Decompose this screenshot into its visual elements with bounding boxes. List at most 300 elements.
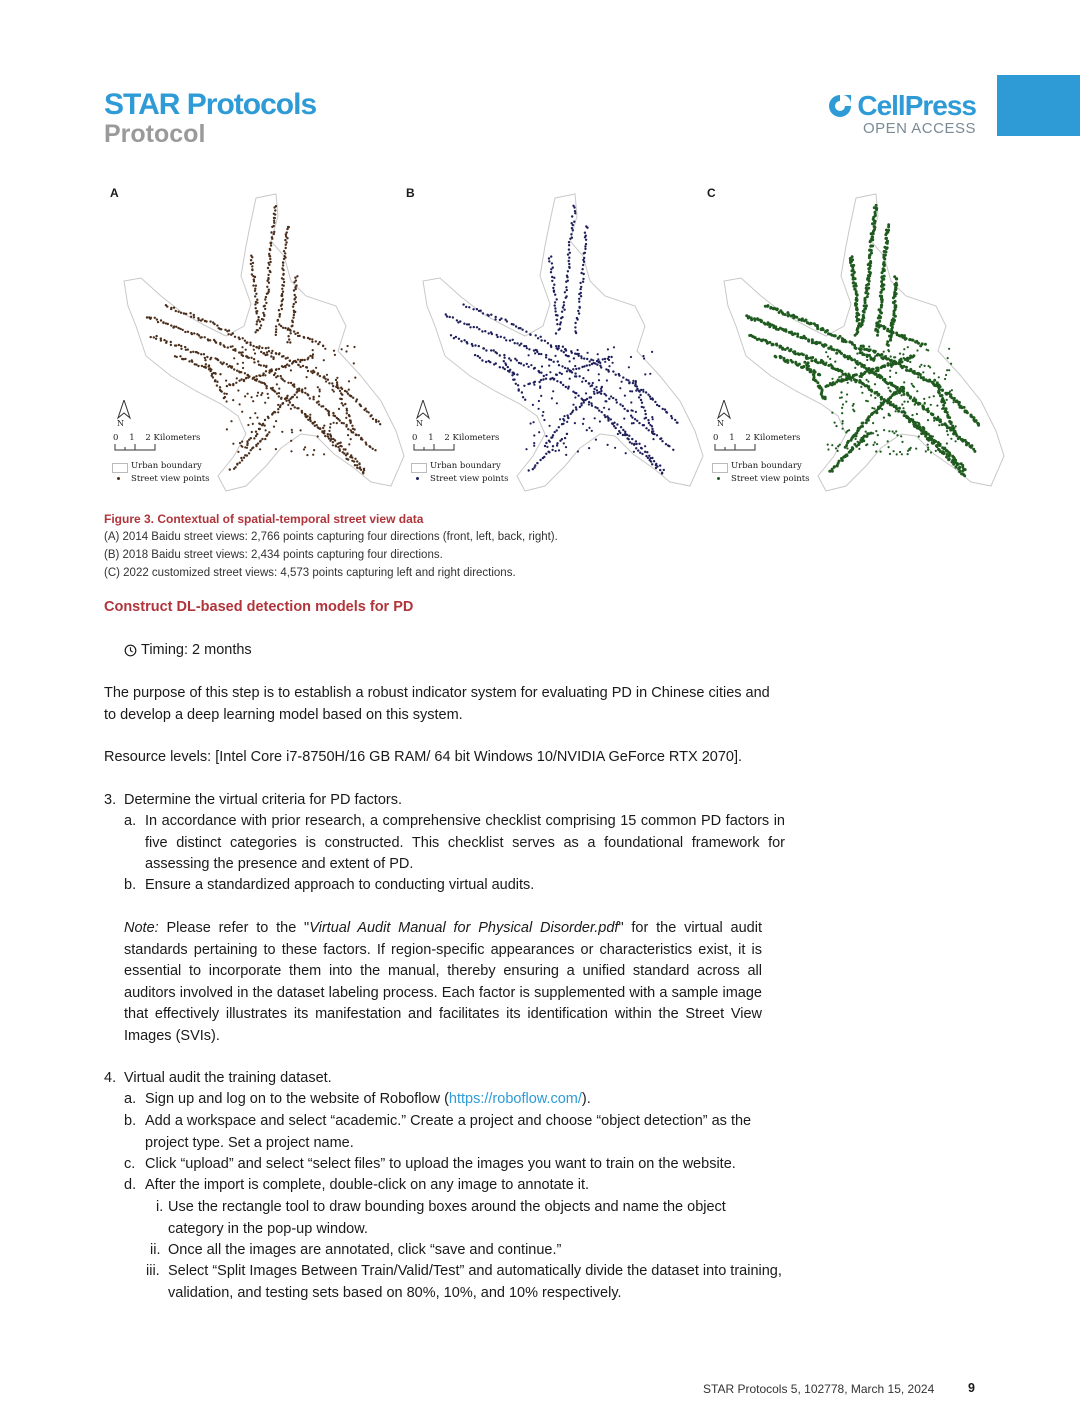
street-view-point: [881, 271, 884, 274]
street-view-point: [280, 375, 282, 377]
street-view-point: [890, 362, 892, 364]
street-view-point: [847, 382, 849, 384]
street-view-point: [323, 425, 325, 427]
street-view-point: [887, 344, 890, 347]
street-view-point: [198, 334, 200, 336]
street-view-point: [165, 340, 167, 342]
street-view-point: [870, 358, 873, 361]
street-view-point: [490, 314, 492, 316]
street-view-point: [267, 274, 269, 276]
street-view-point: [645, 391, 647, 393]
street-view-point: [348, 443, 350, 445]
street-view-point: [548, 257, 550, 259]
street-view-point: [216, 324, 218, 326]
street-view-point: [631, 390, 633, 392]
legend-points-label: Street view points: [430, 474, 509, 484]
street-view-point: [275, 448, 277, 450]
street-view-point: [274, 213, 276, 215]
street-view-point: [889, 453, 891, 455]
street-view-point: [893, 432, 895, 434]
street-view-point: [556, 323, 558, 325]
street-view-point: [311, 341, 313, 343]
street-view-point: [273, 231, 275, 233]
street-view-point: [827, 384, 830, 387]
street-view-point: [565, 454, 567, 456]
street-view-point: [238, 338, 240, 340]
street-view-point: [863, 353, 866, 356]
street-view-point: [622, 376, 624, 378]
street-view-point: [344, 403, 346, 405]
street-view-point: [193, 316, 195, 318]
street-view-point: [665, 443, 667, 445]
street-view-point: [317, 386, 319, 388]
street-view-point: [317, 435, 319, 437]
street-view-point: [545, 378, 547, 380]
street-view-point: [589, 360, 591, 362]
street-view-point: [331, 389, 333, 391]
street-view-point: [268, 372, 270, 374]
street-view-point: [892, 331, 895, 334]
street-view-point: [596, 407, 598, 409]
street-view-point: [263, 305, 265, 307]
street-view-point: [601, 386, 603, 388]
roboflow-link[interactable]: https://roboflow.com/: [448, 1091, 582, 1107]
street-view-point: [322, 345, 324, 347]
street-view-point: [885, 355, 887, 357]
street-view-point: [293, 311, 295, 313]
street-view-point: [516, 342, 518, 344]
street-view-point: [892, 430, 894, 432]
street-view-point: [898, 361, 901, 364]
street-view-point: [580, 272, 582, 274]
step-4b-text: Add a workspace and select “academic.” Create a project and choose “object detection” as the project type. Set a project name.: [145, 1113, 752, 1151]
scale-label: 0 1 2 Kilometers: [113, 433, 201, 443]
street-view-point: [336, 422, 338, 424]
street-view-point: [827, 356, 829, 358]
street-view-point: [522, 396, 524, 398]
street-view-point: [870, 394, 872, 396]
street-view-point: [534, 352, 536, 354]
street-view-point: [538, 353, 540, 355]
street-view-point: [879, 316, 882, 319]
street-view-point: [874, 211, 877, 214]
street-view-point: [247, 393, 249, 395]
street-view-point: [593, 388, 595, 390]
street-view-point: [452, 316, 454, 318]
street-view-point: [345, 417, 347, 419]
scale-label: 0 1 2 Kilometers: [412, 433, 500, 443]
street-view-point: [555, 332, 557, 334]
street-view-point: [278, 392, 280, 394]
step-3b-label: b.: [124, 877, 137, 893]
street-view-point: [563, 309, 565, 311]
street-view-point: [877, 393, 880, 396]
panel-letter-a: A: [110, 186, 119, 200]
street-view-point: [587, 352, 589, 354]
street-view-point: [653, 460, 655, 462]
street-view-point: [633, 451, 635, 453]
street-view-point: [336, 377, 338, 379]
street-view-point: [184, 346, 186, 348]
street-view-point: [302, 365, 304, 367]
street-view-point: [767, 304, 770, 307]
street-view-point: [875, 204, 878, 207]
street-view-point: [807, 340, 810, 343]
street-view-point: [304, 446, 306, 448]
street-view-point: [860, 372, 863, 375]
street-view-point: [352, 397, 354, 399]
street-view-point: [219, 386, 221, 388]
street-view-point: [907, 453, 909, 455]
street-view-point: [190, 316, 192, 318]
street-view-point: [564, 291, 566, 293]
street-view-point: [193, 314, 195, 316]
street-view-point: [639, 394, 641, 396]
street-view-point: [651, 428, 653, 430]
street-view-point: [883, 429, 885, 431]
street-view-point: [547, 342, 549, 344]
street-view-point: [608, 365, 610, 367]
street-view-point: [277, 411, 279, 413]
street-view-point: [288, 338, 290, 340]
street-view-point: [335, 379, 337, 381]
street-view-point: [639, 452, 641, 454]
street-view-point: [813, 371, 816, 374]
street-view-point: [235, 382, 237, 384]
street-view-point: [254, 295, 256, 297]
street-view-point: [977, 424, 980, 427]
street-view-point: [911, 383, 913, 385]
street-view-point: [916, 421, 918, 423]
street-view-point: [572, 404, 574, 406]
street-view-point: [534, 367, 536, 369]
street-view-point: [526, 363, 528, 365]
street-view-point: [289, 341, 291, 343]
street-view-point: [895, 278, 898, 281]
street-view-point: [841, 373, 844, 376]
street-view-point: [938, 424, 940, 426]
street-view-point: [528, 348, 530, 350]
street-view-point: [838, 376, 840, 378]
street-view-point: [286, 395, 288, 397]
street-view-point: [933, 420, 935, 422]
street-view-point: [619, 403, 621, 405]
street-view-point: [315, 340, 317, 342]
street-view-point: [883, 417, 885, 419]
street-view-point: [313, 449, 315, 451]
street-view-point: [223, 362, 225, 364]
street-view-point: [970, 446, 973, 449]
street-view-point: [608, 356, 610, 358]
street-view-point: [351, 456, 353, 458]
step-3b-text: Ensure a standardized approach to conducting virtual audits.: [145, 877, 535, 893]
street-view-point: [341, 388, 343, 390]
street-view-point: [627, 379, 629, 381]
street-view-point: [630, 409, 632, 411]
street-view-point: [602, 358, 604, 360]
street-view-point: [227, 346, 229, 348]
street-view-point: [245, 349, 247, 351]
street-view-point: [868, 274, 871, 277]
street-view-point: [184, 331, 186, 333]
street-view-point: [337, 446, 339, 448]
street-view-point: [226, 385, 228, 387]
street-view-point: [268, 282, 270, 284]
street-view-point: [270, 231, 272, 233]
street-view-point: [866, 432, 869, 435]
street-view-point: [272, 387, 274, 389]
street-view-point: [269, 255, 271, 257]
street-view-point: [282, 261, 284, 263]
street-view-point: [540, 336, 542, 338]
street-view-point: [247, 376, 249, 378]
street-view-point: [261, 392, 263, 394]
street-view-point: [293, 383, 295, 385]
street-view-point: [853, 288, 856, 291]
street-view-point: [905, 366, 908, 369]
street-view-point: [845, 340, 848, 343]
street-view-point: [173, 307, 175, 309]
street-view-point: [273, 222, 275, 224]
street-view-point: [890, 335, 893, 338]
street-view-point: [362, 472, 364, 474]
street-view-point: [267, 433, 269, 435]
street-view-point: [484, 330, 486, 332]
street-view-point: [293, 303, 295, 305]
street-view-point: [651, 463, 653, 465]
street-view-point: [330, 423, 332, 425]
street-view-point: [591, 363, 593, 365]
street-view-point: [585, 239, 587, 241]
street-view-point: [225, 380, 227, 382]
street-view-point: [282, 274, 284, 276]
street-view-point: [873, 225, 876, 228]
street-view-point: [294, 294, 296, 296]
street-view-point: [274, 209, 276, 211]
street-view-point: [206, 356, 208, 358]
street-view-point: [244, 372, 246, 374]
street-view-point: [905, 369, 908, 372]
street-view-point: [887, 440, 889, 442]
street-view-point: [298, 364, 300, 366]
street-view-point: [312, 372, 314, 374]
street-view-point: [282, 264, 284, 266]
street-view-point: [268, 431, 270, 433]
street-view-point: [528, 354, 530, 356]
street-view-point: [476, 326, 478, 328]
street-view-point: [880, 399, 882, 401]
street-view-point: [198, 319, 200, 321]
street-view-point: [275, 334, 277, 336]
street-view-point: [289, 329, 291, 331]
street-view-point: [916, 349, 918, 351]
street-view-point: [275, 376, 277, 378]
street-view-point: [293, 289, 295, 291]
street-view-point: [961, 439, 964, 442]
street-view-point: [632, 380, 634, 382]
street-view-point: [538, 371, 540, 373]
street-view-point: [604, 358, 606, 360]
street-view-point: [504, 368, 506, 370]
street-view-point: [266, 293, 268, 295]
street-view-point: [949, 393, 952, 396]
street-view-point: [227, 366, 229, 368]
street-view-point: [600, 366, 602, 368]
street-view-point: [270, 355, 272, 357]
street-view-point: [856, 293, 859, 296]
street-view-point: [883, 365, 886, 368]
street-view-point: [336, 383, 338, 385]
street-view-point: [212, 376, 214, 378]
street-view-point: [304, 359, 306, 361]
street-view-point: [369, 446, 371, 448]
street-view-point: [920, 364, 922, 366]
street-view-point: [478, 328, 480, 330]
street-view-point: [605, 394, 607, 396]
street-view-point: [635, 447, 637, 449]
street-view-point: [930, 404, 932, 406]
street-view-point: [312, 349, 314, 351]
street-view-point: [631, 416, 633, 418]
street-view-point: [640, 399, 642, 401]
street-view-point: [280, 305, 282, 307]
street-view-point: [554, 304, 556, 306]
street-view-point: [870, 232, 873, 235]
street-view-point: [651, 416, 653, 418]
street-view-point: [872, 444, 874, 446]
street-view-point: [513, 373, 515, 375]
street-view-point: [888, 446, 890, 448]
street-view-point: [803, 361, 806, 364]
street-view-point: [301, 359, 303, 361]
street-view-point: [449, 316, 451, 318]
street-view-point: [940, 421, 942, 423]
street-view-point: [208, 364, 210, 366]
street-view-point: [880, 280, 883, 283]
street-view-point: [916, 425, 918, 427]
street-view-point: [297, 407, 299, 409]
scale-bar: [413, 444, 463, 452]
street-view-point: [889, 390, 891, 392]
street-view-point: [332, 441, 334, 443]
street-view-point: [918, 402, 921, 405]
urban-boundary-swatch: [411, 463, 427, 473]
street-view-point: [291, 431, 293, 433]
street-view-point: [582, 377, 584, 379]
street-view-point: [237, 363, 239, 365]
street-view-point: [873, 351, 876, 354]
street-view-point: [353, 428, 355, 430]
street-view-point: [342, 404, 344, 406]
street-view-point: [345, 454, 347, 456]
street-view-point: [240, 378, 242, 380]
street-view-point: [610, 418, 612, 420]
street-view-point: [850, 358, 853, 361]
street-view-point: [280, 325, 282, 327]
street-view-point: [482, 312, 484, 314]
street-view-point: [861, 319, 864, 322]
street-view-point: [634, 383, 636, 385]
street-view-point: [256, 299, 258, 301]
street-view-point: [582, 423, 584, 425]
street-view-point: [331, 382, 333, 384]
street-view-point: [578, 375, 580, 377]
step-4a-text: [145, 1089, 785, 1111]
street-view-point: [887, 387, 889, 389]
note-label: Note:: [124, 920, 159, 936]
street-view-point: [568, 263, 570, 265]
street-view-point: [293, 386, 295, 388]
street-view-point: [849, 261, 852, 264]
street-view-point: [966, 411, 969, 414]
street-view-point: [578, 355, 580, 357]
street-view-point: [299, 366, 301, 368]
street-view-point: [890, 401, 892, 403]
street-view-point: [568, 241, 570, 243]
street-view-point: [604, 400, 606, 402]
street-view-point: [860, 348, 863, 351]
street-view-point: [902, 390, 905, 393]
street-view-point: [652, 433, 654, 435]
street-view-point: [260, 351, 262, 353]
street-view-point: [895, 430, 897, 432]
street-view-point: [311, 338, 313, 340]
street-view-point: [659, 464, 661, 466]
street-view-point: [550, 359, 552, 361]
street-view-point: [474, 354, 476, 356]
street-view-point: [270, 242, 272, 244]
street-view-point: [290, 382, 292, 384]
street-view-point: [880, 353, 883, 356]
street-view-point: [261, 347, 263, 349]
street-view-point: [606, 379, 608, 381]
street-view-point: [286, 397, 288, 399]
street-view-point: [327, 433, 329, 435]
street-view-point: [563, 301, 565, 303]
figure-caption-title: Figure 3. Contextual of spatial-temporal street view data: [104, 512, 424, 526]
street-view-point: [259, 327, 261, 329]
street-view-point: [785, 330, 788, 333]
street-view-point: [643, 357, 645, 359]
street-view-point: [568, 257, 570, 259]
street-view-point: [276, 383, 278, 385]
legend-points-label: Street view points: [131, 474, 210, 484]
street-view-point: [480, 310, 482, 312]
street-view-point: [157, 321, 159, 323]
street-view-point: [307, 419, 309, 421]
street-view-point: [622, 434, 624, 436]
street-view-point: [889, 359, 891, 361]
street-view-point: [833, 348, 836, 351]
street-view-point: [578, 367, 580, 369]
street-view-point: [309, 355, 311, 357]
street-view-point: [275, 420, 277, 422]
street-view-point: [625, 452, 627, 454]
street-view-point: [250, 357, 252, 359]
street-view-point: [879, 295, 882, 298]
urban-boundary-swatch: [112, 463, 128, 473]
street-view-point: [564, 367, 566, 369]
street-view-point: [822, 328, 825, 331]
street-view-point: [781, 348, 784, 351]
street-view-point: [599, 420, 601, 422]
street-view-point: [590, 402, 592, 404]
street-view-point: [341, 398, 343, 400]
street-view-point: [267, 397, 269, 399]
street-view-point: [772, 343, 775, 346]
street-view-point: [902, 353, 904, 355]
street-view-point: [603, 407, 605, 409]
